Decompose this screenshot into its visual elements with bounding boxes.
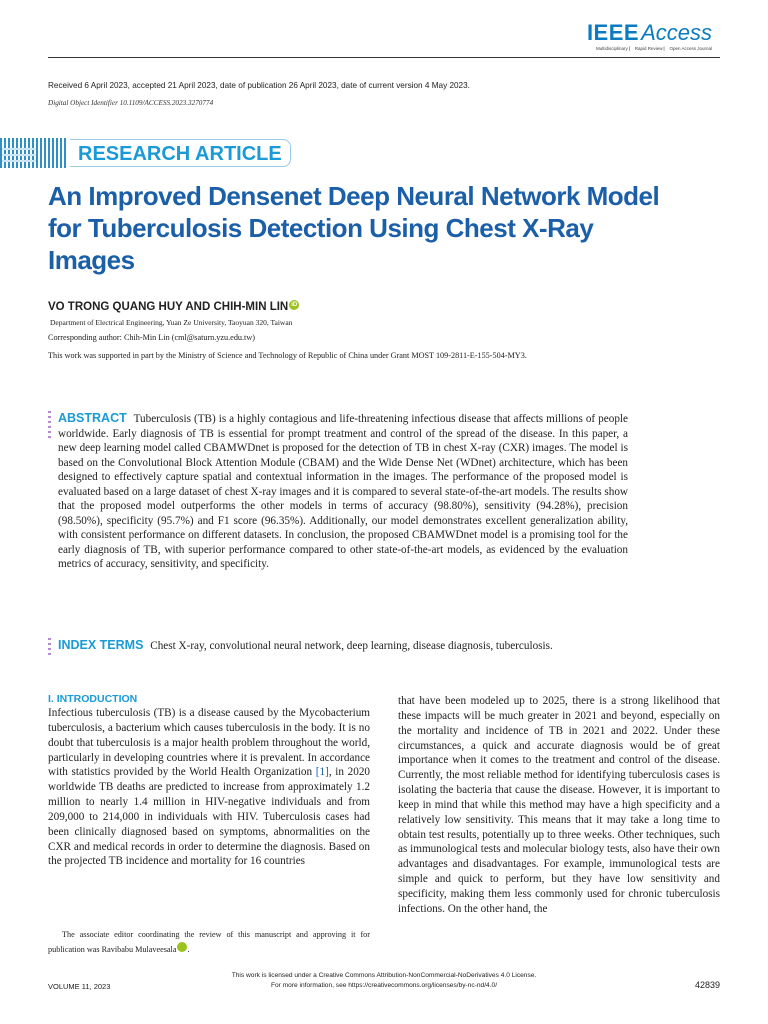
intro-paragraph-left	[48, 706, 370, 869]
index-terms-label: INDEX TERMS	[58, 638, 144, 652]
author-line	[48, 300, 299, 313]
dots-decoration	[2, 144, 36, 162]
index-terms	[58, 638, 658, 654]
abstract-label: ABSTRACT	[58, 411, 127, 425]
section-heading-introduction: I. INTRODUCTION	[48, 693, 138, 705]
corresponding-author: Corresponding author: Chih-Min Lin (cml@saturn.yzu.edu.tw)	[48, 333, 255, 342]
publication-history: Received 6 April 2023, accepted 21 April 2023, date of publication 26 April 2023, date of current version 4 May 2023.	[48, 81, 470, 90]
orcid-icon[interactable]: iD	[291, 302, 298, 308]
editor-orcid-icon[interactable]: iD	[177, 942, 187, 952]
doi-line: Digital Object Identifier 10.1109/ACCESS.2023.3270774	[48, 99, 214, 107]
intro-text-part1: Infectious tuberculosis (TB) is a disease caused by the Mycobacterium tuberculosis, a bacterium which causes tuberculosis in the body. It is no doubt that tuberculosis is a major health problem throughout the world, particularly in developing countries where it is prevalent. In accordance with statistics provided by the World Health Organization	[48, 707, 370, 779]
intro-text-part2: , in 2020 worldwide TB deaths are predicted to increase from approximately 1.2 million to nearly 1.4 million in HIV-negative individuals and from 209,000 to 214,000 in individuals with HIV. Tuberculosis cases had been clinically diagnosed based on symptoms, abnormalities on the CXR and medical records in order to determine the diagnosis. Based on the projected TB incidence and mortality for 16 countries	[48, 766, 371, 868]
header-divider	[48, 57, 720, 58]
affiliation: Department of Electrical Engineering, Yuan Ze University, Taoyuan 320, Taiwan	[50, 318, 293, 327]
abstract	[58, 411, 628, 572]
right-column	[398, 694, 720, 917]
author-names: VO TRONG QUANG HUY AND CHIH-MIN LIN	[48, 301, 289, 313]
volume-label: VOLUME 11, 2023	[48, 982, 111, 991]
license-line-1: This work is licensed under a Creative Commons Attribution-NonCommercial-NoDerivatives 4.0 License.	[231, 972, 537, 979]
article-type-label: RESEARCH ARTICLE	[70, 139, 291, 167]
license-line-2[interactable]: For more information, see https://creativecommons.org/licenses/by-nc-nd/4.0/	[270, 982, 498, 989]
paper-title: An Improved Densenet Deep Neural Network Model for Tuberculosis Detection Using Chest X-Ray Images	[48, 181, 660, 275]
reference-link-1[interactable]: [1]	[315, 766, 329, 779]
logo-ieee-text: IEEE	[586, 20, 640, 45]
abstract-bar-decoration	[48, 411, 51, 441]
editor-note: The associate editor coordinating the review of this manuscript and approving it for publication was Ravibabu Mulaveesala iD.	[48, 930, 370, 954]
left-column	[48, 693, 370, 869]
journal-logo	[587, 22, 712, 51]
page-number: 42839	[694, 980, 720, 990]
intro-paragraph-right: that have been modeled up to 2025, there is a strong likelihood that these impacts will be much greater in 2021 and beyond, especially on the mortality and incidence of TB in 2021 and 2022. Under these circumstances, a quick and accurate diagnosis would be of great importance when it comes to the treatment and control of the disease. Currently, the most reliable method for identifying tuberculosis cases is isolating the bacteria that cause the disease. However, it is important to keep in mind that while this method may have a high specificity and a relatively low sensitivity. This means that it may take a long time to obtain test results, potentially up to three weeks. Other techniques, such as immunological tests and molecular biology tests, also have their own advantages and disadvantages. For example, immunological tests are simple and quick to perform, but they have low sensitivity and specificity, making them less commonly used for chronic tuberculosis infections. On the other hand, the	[398, 695, 720, 915]
editor-note-text: The associate editor coordinating the review of this manuscript and approving it for publication was Ravibabu Mulaveesala	[48, 930, 370, 954]
index-terms-text: Chest X-ray, convolutional neural network, deep learning, disease diagnosis, tuberculosis.	[150, 640, 553, 652]
abstract-text: Tuberculosis (TB) is a highly contagious and life-threatening infectious disease that affects millions of people worldwide. Early diagnosis of TB is essential for prompt treatment and control of the spread of the disease. In this paper, a new deep learning model called CBAMWDnet is proposed for the detection of TB in chest X-ray (CXR) images. The model is based on the Convolutional Block Attention Module (CBAM) and the Wide Dense Net (WDnet) architecture, which has been designed to effectively capture spatial and contextual information in the images. The performance of the proposed model is evaluated based on a large dataset of chest X-ray images and it is compared to several state-of-the-art models. The results show that the proposed model outperforms the other models in terms of accuracy (98.80%), sensitivity (94.28%), precision (98.50%), specificity (95.7%) and F1 score (96.35%). Additionally, our model demonstrates excellent generalization ability, with consistent performance on different datasets. In conclusion, the proposed CBAMWDnet model is a promising tool for the early diagnosis of TB, with superior performance compared to other state-of-the-art models, as evidenced by the evaluation metrics of accuracy, sensitivity, and specificity.	[58, 413, 628, 570]
index-terms-bar-decoration	[48, 638, 51, 656]
article-type-band	[0, 138, 282, 168]
funding-statement: This work was supported in part by the Ministry of Science and Technology of Republic of China under Grant MOST 109-2811-E-155-504-MY3.	[48, 351, 527, 360]
logo-tagline: Multidisciplinary ⎸ Rapid Review ⎸ Open Access Journal	[595, 46, 712, 51]
logo-access-text: Access	[641, 20, 712, 45]
